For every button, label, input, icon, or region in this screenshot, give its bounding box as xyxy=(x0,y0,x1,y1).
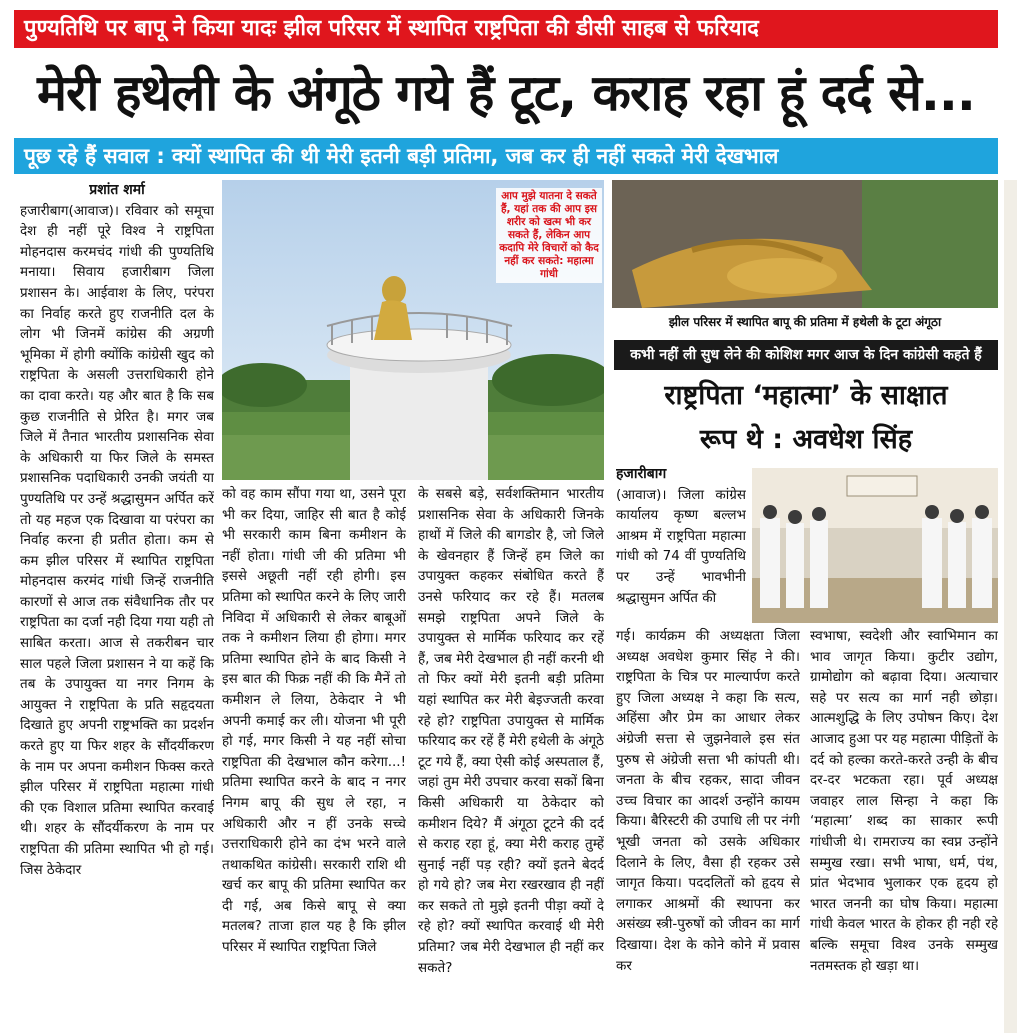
column-5-text: स्वभाषा, स्वदेशी और स्वाभिमान का भाव जागृत किया। कुटीर उद्योग, ग्रामोद्योग को बढ़ावा दिया। अत्याचार सहे पर सत्य का मार्ग नही छोड़ा। आत्मशुद्धि के लिए उपोषन किए। देश आजाद हुआ पर यह महात्मा पीड़ितों के दर्द को हल्का करते-करते उन्ही के बीच दर-दर भटकता रहा। पूर्व अध्यक्ष जवाहर लाल सिन्हा ने कहा कि ‘महात्मा’ शब्द का साकार रूपी गांधीजी थे। रामराज्य का स्वप्न उन्होंने सम्मुख रखा। सभी भाषा, धर्म, पंथ, प्रांत भेदभाव भुलाकर एक हृदय हो भारत जननी का घोष किया। महात्मा गांधी केवल भारत के होकर ही नही रहे बल्कि समूचा विश्व उनके सम्मुख नतमस्तक हो खड़ा था। xyxy=(810,628,998,974)
article-column-3 xyxy=(418,484,604,1030)
meeting-photo-image xyxy=(752,468,998,623)
blue-subheadline-band: पूछ रहे हैं सवाल : क्यों स्थापित की थी मेरी इतनी बड़ी प्रतिमा, जब कर ही नहीं सकते मेरी देखभाल xyxy=(14,138,998,174)
congress-meeting-photo xyxy=(752,468,998,623)
broken-thumb-photo xyxy=(612,180,998,308)
column-2-text: को वह काम सौंपा गया था, उसने पूरा भी कर दिया, जाहिर सी बात है कोई भी सरकारी काम बिना कमीशन के नहीं होता। गांधी जी की प्रतिमा भी इससे अछूती नहीं रही होगी। इस प्रतिमा को स्थापित करने के लिए जारी निविदा में अधिकारी से लेकर बाबूओं तक ने कमीशन लिया ही होगा। मगर प्रतिमा स्थापित होने के बाद किसी ने इस बात की फिक्र नहीं की कि मैनें तो कमीशन ले लिया, ठेकेदार ने भी अपनी कमाई कर ली। योजना भी पूरी हो गई, मगर किसी ने यह नहीं सोचा राष्ट्रपिता की देखभाल कौन करेगा...! प्रतिमा स्थापित करने के बाद न नगर निगम बापू की सुध ले रहा, न अधिकारी और न हीं उनके सच्चे उत्तराधिकारी होने का दंभ भरने वाले तथाकथित कांग्रेसी। सरकारी राशि थी खर्च कर बापू की प्रतिमा स्थापित कर दी गई, अब किसे बापू से क्या मतलब? ताजा हाल यह है कि झील परिसर में स्थापित राष्ट्रपिता जिले xyxy=(222,486,406,956)
black-kicker-band: कभी नहीं ली सुध लेने की कोशिश मगर आज के दिन कांग्रेसी कहते हैं xyxy=(614,340,998,370)
dateline: हजारीबाग xyxy=(616,466,667,482)
thumb-photo-caption: झील परिसर में स्थापित बापू की प्रतिमा में हथेली के टूटा अंगूठा xyxy=(668,315,942,329)
byline: प्रशांत शर्मा xyxy=(89,182,145,198)
subhead-line-1: राष्ट्रपिता ‘महात्मा’ के साक्षात xyxy=(664,380,948,411)
adjacent-page-edge xyxy=(1004,180,1017,1033)
gandhi-quote-callout: आप मुझे यातना दे सकते हैं, यहां तक की आप इस शरीर को खत्म भी कर सकते हैं, लेकिन आप कदापि मेरे विचारों को कैद नहीं कर सकते: महात्मा गांधी xyxy=(496,188,602,283)
thumb-photo-image xyxy=(612,180,998,308)
column-4-text: गई। कार्यक्रम की अध्यक्षता जिला अध्यक्ष अवधेश कुमार सिंह ने की। राष्ट्रपिता के चित्र पर माल्यार्पण करते हुए जिला अध्यक्ष ने कहा कि सत्य, अहिंसा और प्रेम का आधार लेकर अंग्रेजी सत्ता से जुझनेवाले इस संत पुरुष से अंग्रेजी सत्ता भी कांपती थी। जनता के बीच रहकर, सादा जीवन उच्च विचार का आदर्श उन्होंने कायम किया। बैरिस्टरी की उपाधि ली पर नंगी भूखी जनता को उसके अधिकार दिलाने के लिए, वैसा ही रहकर उसे जागृत किया। पददलितों को हृदय से लगाकर आश्रमों की स्थापना कर असंख्य स्त्री-पुरुषों को जीवन का मार्ग दिखाया। देश के कोने कोने में प्रवास कर xyxy=(616,628,800,974)
article-column-2 xyxy=(222,484,406,1030)
column-4-intro-text: (आवाज)। जिला कांग्रेस कार्यालय कृष्ण बल्लभ आश्रम में राष्ट्रपिता महात्मा गांधी को 74 वीं पुण्यतिथि पर उन्हें भावभीनी श्रद्धासुमन अर्पित की xyxy=(616,486,746,606)
main-headline: मेरी हथेली के अंगूठे गये हैं टूट, कराह रहा हूं दर्द से... xyxy=(37,64,975,122)
top-red-headline-band: पुण्यतिथि पर बापू ने किया यादः झील परिसर में स्थापित राष्ट्रपिता की डीसी साहब से फरियाद xyxy=(14,10,998,48)
article-column-5 xyxy=(810,626,998,1030)
subhead-line-2: रूप थे : अवधेश सिंह xyxy=(699,424,913,455)
article-column-4-intro xyxy=(616,464,746,624)
column-3-text: के सबसे बड़े, सर्वशक्तिमान भारतीय प्रशासनिक सेवा के अधिकारी जिनके हाथों में जिले की बागडोर है, जो जिले के खेवनहार हैं जिन्हें हम जिले का उपायुक्त कहकर संबोधित करते हैं उनसे फरियाद कर रहे हैं। मतलब समझे राष्ट्रपिता अपने जिले के उपायुक्त से मार्मिक फरियाद कर रहें हैं, जब मेरी देखभाल ही नहीं करनी थी तो फिर क्यों मेरी इतनी बड़ी प्रतिमा यहां स्थापित कर मेरी बेइज्जती करवा रहे हो? राष्ट्रपिता उपायुक्त से मार्मिक फरियाद कर रहें हैं मेरी हथेली के अंगूठे टूट गये हैं, क्या ऐसी कोई अस्पताल हैं, जहां तुम मेरी उपचार करवा सकों बिना किसी अधिकारी या ठेकेदार को कमीशन दिये? मैं अंगूठा टूटने की दर्द से कराह रहा हूं, क्या मेरी कराह तुम्हें सुनाई नहीं पड़ रही? क्यों इतने बेदर्द हो गये हो? जब मेरा रखरखाव ही नहीं कर सकते तो मुझे इतनी पीड़ा क्यों दे रहे हो? क्यों स्थापित करवाई थी मेरी प्रतिमा? जब मेरी देखभाल ही नहीं कर सकते? xyxy=(418,486,604,976)
column-1-text: हजारीबाग(आवाज)। रविवार को समूचा देश ही नहीं पूरे विश्व ने राष्ट्रपिता मोहनदास करमचंद गांधी की पुण्यतिथि मनाया। सिवाय हजारीबाग जिला प्रशासन के। आईवाश के लिए, परंपरा का निर्वाह करते हुए राजनीति दल के लोग भी जिनमें कांग्रेस की अग्रणी भूमिका में होगी क्योंकि कांग्रेसी खुद को राष्ट्रपिता के असली उत्तराधिकारी होने का दावा करते। यह और बात है कि सब कुछ राजनीति से प्रेरित है। मगर जब जिले में तैनात भारतीय प्रशासनिक सेवा के अधिकारी या फिर जिले के समस्त प्रशासनिक पदाधिकारी उनकी जयंती या पुण्यतिथि पर उन्हें श्रद्धासुमन अर्पित करें तो यह महज एक दिखावा या परंपरा का निर्वाह करना ही प्रतीत होता। कम से कम झील परिसर में स्थापित राष्ट्रपिता मोहनदास करमंद गांधी जिन्हें राजनीति कारणों से आज तक संवैधानिक तौर पर राष्ट्रपिता का दर्जा नही दिया गया यही तो साबित करता। आज से तकरीबन चार साल पहले जिला प्रशासन ने या कहें कि तब के उपायुक्त या नगर निगम के आयुक्त ने राष्ट्रपिता के प्रति सहृदयता दिखाते हुए अपनी राष्ट्रभक्ति का प्रदर्शन करते हुए या फिर शहर के सौंदर्यीकरण के नाम पर अपना कमीशन फिक्स करते झील परिसर में राष्ट्रपिता महात्मा गांधी की एक विशाल प्रतिमा स्थापित करवाई थी। शहर के सौंदर्यीकरण के नाम पर राष्ट्रपिता की प्रतिमा स्थापित भी हो गई। जिस ठेकेदार xyxy=(20,202,214,878)
second-article-headline xyxy=(614,374,998,466)
article-column-1 xyxy=(20,180,214,1030)
article-column-4 xyxy=(616,626,800,1030)
